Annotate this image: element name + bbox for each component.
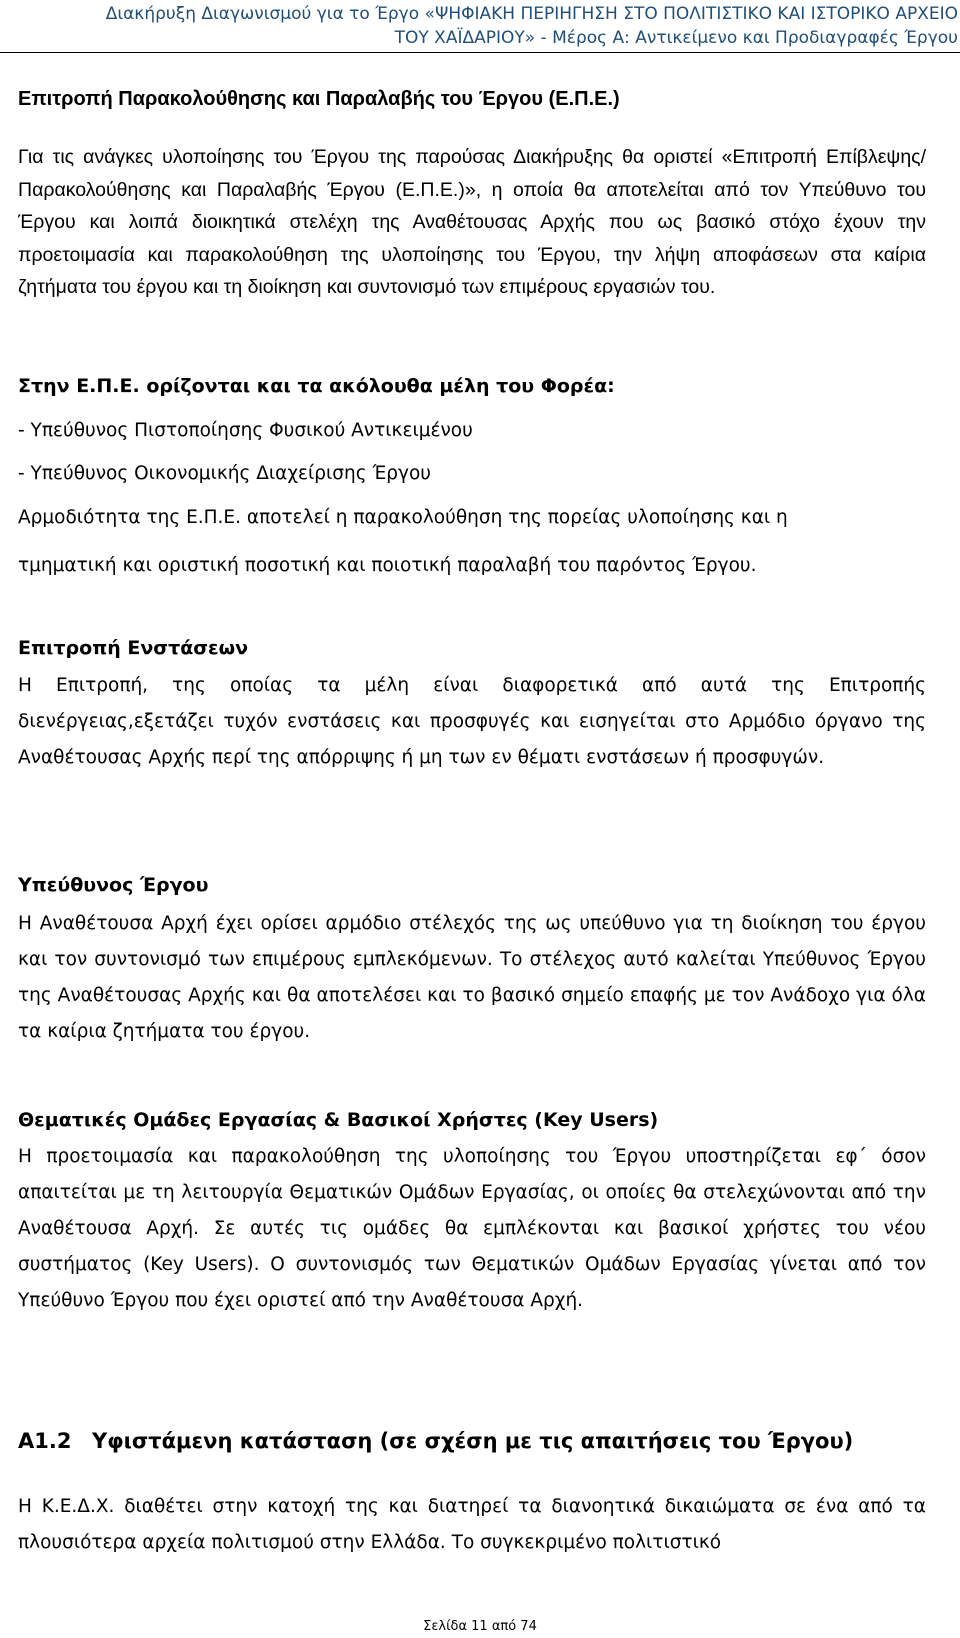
member-item-finance: - Υπεύθυνος Οικονομικής Διαχείρισης Έργου	[18, 463, 431, 484]
manager-paragraph: Η Αναθέτουσα Αρχή έχει ορίσει αρμόδιο στέλεχός της ως υπεύθυνο για τη διοίκηση του έργου και τον συντονισμό των επιμέρους εμπλεκόμενων. Το στέλεχος αυτό καλείται Υπεύθυνος Έργου της Αναθέτουσας Αρχής και θα αποτελέσει και το βασικό σημείο επαφής με τον Ανάδοχο για όλα τα καίρια ζητήματα του έργου.	[18, 913, 926, 1042]
objections-heading: Επιτροπή Ενστάσεων	[18, 637, 249, 659]
header-line-1: Διακήρυξη Διαγωνισμού για το Έργο «ΨΗΦΙΑΚΗ ΠΕΡΙΗΓΗΣΗ ΣΤΟ ΠΟΛΙΤΙΣΤΙΚΟ ΚΑΙ ΙΣΤΟΡΙΚΟ ΑΡΧΕΙΟ	[105, 4, 958, 24]
section-number: Α1.2	[18, 1429, 72, 1453]
section-a12-heading	[18, 1427, 853, 1455]
committee-heading: Επιτροπή Παρακολούθησης και Παραλαβής του Έργου (Ε.Π.Ε.)	[18, 88, 620, 110]
member-item-certification: - Υπεύθυνος Πιστοποίησης Φυσικού Αντικειμένου	[18, 420, 473, 441]
header-line-2: ΤΟΥ ΧΑΪΔΑΡΙΟΥ» - Μέρος Α: Αντικείμενο και Προδιαγραφές Έργου	[394, 28, 958, 48]
page-header	[0, 2, 960, 53]
page-footer	[0, 1618, 960, 1636]
section-a12-paragraph: Η Κ.Ε.Δ.Χ. διαθέτει στην κατοχή της και διατηρεί τα διανοητικά δικαιώματα σε ένα από τα πλουσιότερα αρχεία πολιτισμού στην Ελλάδα. Το συγκεκριμένο πολιτιστικό	[18, 1496, 926, 1553]
page-number: Σελίδα 11 από 74	[423, 1619, 537, 1634]
manager-heading: Υπεύθυνος Έργου	[18, 874, 209, 896]
responsibility-line-1: Αρμοδιότητα της Ε.Π.Ε. αποτελεί η παρακολούθηση της πορείας υλοποίησης και η	[18, 507, 788, 528]
responsibility-line-2: τμηματική και οριστική ποσοτική και ποιοτική παραλαβή του παρόντος Έργου.	[18, 555, 757, 576]
objections-paragraph: Η Επιτροπή, της οποίας τα μέλη είναι διαφορετικά από αυτά της Επιτροπής διενέργειας,εξετάζει τυχόν ενστάσεις και προσφυγές και εισηγείται στο Αρμόδιο όργανο της Αναθέτουσας Αρχής περί της απόρριψης ή μη των εν θέματι ενστάσεων ή προσφυγών.	[18, 675, 926, 768]
members-heading: Στην Ε.Π.Ε. ορίζονται και τα ακόλουθα μέλη του Φορέα:	[18, 375, 615, 397]
committee-paragraph: Για τις ανάγκες υλοποίησης του Έργου της παρούσας Διακήρυξης θα οριστεί «Επιτροπή Επίβλεψης/Παρακολούθησης και Παραλαβής Έργου (Ε.Π.Ε.)», η οποία θα αποτελείται από τον Υπεύθυνο του Έργου και λοιπά διοικητικά στελέχη της Αναθέτουσας Αρχής που ως βασικό στόχο έχουν την προετοιμασία και παρακολούθηση της υλοποίησης του Έργου, την λήψη αποφάσεων στα καίρια ζητήματα του έργου και τη διοίκηση και συντονισμό των επιμέρους εργασιών του.	[18, 146, 926, 298]
section-title: Υφιστάμενη κατάσταση (σε σχέση με τις απαιτήσεις του Έργου)	[92, 1429, 854, 1453]
workgroups-paragraph: Η προετοιμασία και παρακολούθηση της υλοποίησης του Έργου υποστηρίζεται εφ΄ όσον απαιτείται με τη λειτουργία Θεματικών Ομάδων Εργασίας, οι οποίες θα στελεχώνονται από την Αναθέτουσα Αρχή. Σε αυτές τις ομάδες θα εμπλέκονται και βασικοί χρήστες του νέου συστήματος (Key Users). Ο συντονισμός των Θεματικών Ομάδων Εργασίας γίνεται από τον Υπεύθυνο Έργου που έχει οριστεί από την Αναθέτουσα Αρχή.	[18, 1146, 926, 1311]
workgroups-heading: Θεματικές Ομάδες Εργασίας & Βασικοί Χρήστες (Key Users)	[18, 1109, 659, 1131]
